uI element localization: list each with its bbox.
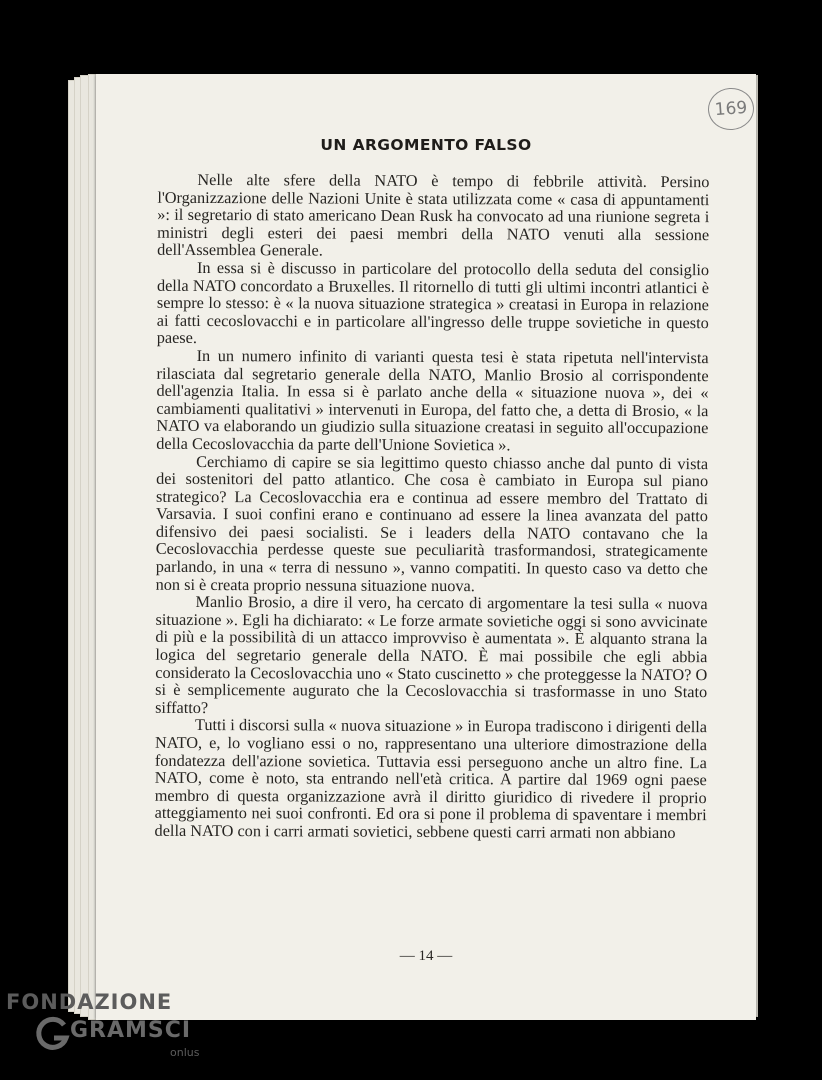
fondazione-gramsci-watermark <box>6 990 206 1070</box>
paragraph-3: In un numero infinito di varianti questa tesi è stata ripetuta nell'intervista rilasciata dal segretario generale della NATO, Manlio Brosio al corrispondente dell'agenzia Italia. In essa si è parlato anche della « situazione nuova », dei « cambiamenti qualitativi » intervenuti in Europa, del fatto che, a detta di Brosio, « la NATO va elaborando un giudizio sulla situazione creatasi in seguito all'occupazione della Cecoslovacchia da parte dell'Unione Sovietica ». <box>156 345 709 455</box>
paragraph-5: Manlio Brosio, a dire il vero, ha cercato di argomentare la tesi sulla « nuova situazione ». Egli ha dichiarato: « Le forze armate sovietiche oggi si sono avvicinate di più e la possibilità di un attacco improvviso è aumentata ». È alquanto strana la logica del segretario generale della NATO. È mai possibile che egli abbia considerato la Cecoslovacchia uno « Stato cuscinetto » che proteggesse la NATO? O si è semplicemente augurato che la Cecoslovacchia si trasformasse in uno Stato siffatto? <box>155 592 708 717</box>
handwritten-folio-number: 169 <box>707 86 756 131</box>
gramsci-g-logo-icon <box>34 1016 70 1052</box>
paragraph-1: Nelle alte sfere della NATO è tempo di febbrile attività. Persino l'Organizzazione delle Nazioni Unite è stata utilizzata come « casa di appuntamenti »: il segretario di stato americano Dean Rusk ha convocato ad una riunione segreta i ministri degli esteri dei paesi membri della NATO venuti alla sessione dell'Assemblea Generale. <box>157 169 710 260</box>
paragraph-4: Cerchiamo di capire se sia legittimo questo chiasso anche dal punto di vista dei sostenitori del patto atlantico. Che cosa è cambiato in Europa sul piano strategico? La Cecoslovacchia era e continua ad essere membro del Trattato di Varsavia. I suoi confini erano e continuano ad essere la linea avanzata del patto difensivo dei paesi socialisti. Se i leaders della NATO contavano che la Cecoslovacchia perdesse queste sue peculiarità trasformandosi, strategicamente parlando, in una « terra di nessuno », vanno compatiti. In questo caso va detto che non si è creata proprio nessuna situazione nuova. <box>155 451 709 595</box>
document-page <box>96 74 756 1020</box>
page-number: — 14 — <box>399 948 453 964</box>
watermark-line-3: onlus <box>170 1046 200 1059</box>
watermark-line-1: FONDAZIONE <box>6 990 173 1014</box>
page-title: UN ARGOMENTO FALSO <box>320 136 532 154</box>
article-body <box>155 171 710 842</box>
paragraph-6: Tutti i discorsi sulla « nuova situazione » in Europa tradiscono i dirigenti della NATO, e, lo vogliano essi o no, rappresentano una ulteriore dimostrazione della fondatezza dell'azione sovietica. Tuttavia essi perseguono anche un altro fine. La NATO, come è noto, sta entrando nell'età critica. A partire dal 1969 ogni paese membro di questa organizzazione avrà il diritto giuridico di rivedere il proprio atteggiamento nei suoi confronti. Ed ora si pone il problema di spaventare i membri della NATO con i carri armati sovietici, sebbene questi carri armati non abbiano <box>154 715 708 843</box>
watermark-line-2: GRAMSCI <box>70 1018 192 1043</box>
paragraph-2: In essa si è discusso in particolare del protocollo della seduta del consiglio della NATO concordato a Bruxelles. Il ritornello di tutti gli ultimi incontri atlantici è sempre lo stesso: è « la nuova situazione strategica » creatasi in Europa in relazione ai fatti cecoslovacchi e in particolare all'ingresso delle truppe sovietiche in questo paese. <box>156 257 710 348</box>
